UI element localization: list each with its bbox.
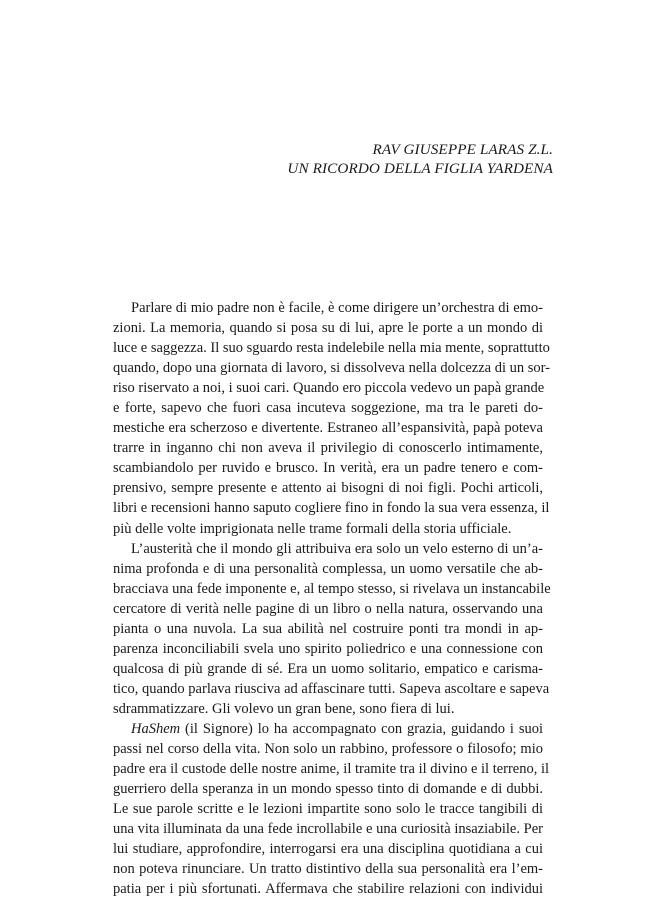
text-line: lui studiare, approfondire, interrogarsi era una disciplina quotidiana a cui <box>113 841 543 858</box>
text-line <box>113 719 543 739</box>
text-line: trarre in inganno chi non aveva il privilegio di conoscerlo intimamente, <box>113 440 543 457</box>
heading-subtitle: UN RICORDO DELLA FIGLIA YARDENA <box>287 160 553 177</box>
text-line: guerriero della speranza in un mondo spesso tinto di domande e di dubbi. <box>113 781 543 798</box>
text-line: qualcosa di più grande di sé. Era un uomo solitario, empatico e carisma- <box>113 660 543 677</box>
text-fragment: (il Signore) lo ha accompagnato con grazia, guidando i suoi <box>180 720 543 737</box>
text-line: non poteva rinunciare. Un tratto distintivo della sua personalità era l’em- <box>113 861 543 878</box>
text-line: zioni. La memoria, quando si posa su di lui, apre le porte a un mondo di <box>113 320 543 337</box>
heading-title: RAV GIUSEPPE LARAS Z.L. <box>372 141 553 158</box>
text-line: Parlare di mio padre non è facile, è come dirigere un’orchestra di emo- <box>131 300 543 316</box>
text-line: più delle volte imprigionata nelle trame formali della storia ufficiale. <box>113 520 512 537</box>
italic-term: HaShem <box>131 720 181 737</box>
text-line: cercatore di verità nelle pagine di un libro o nella natura, osservando una <box>113 600 543 617</box>
text-line: patia per i più sfortunati. Affermava che stabilire relazioni con individui <box>113 881 543 898</box>
text-line: libri e recensioni hanno saputo cogliere fino in fondo la sua vera essenza, il <box>113 500 550 517</box>
text-line: pianta o una nuvola. La sua abilità nel costruire ponti tra mondi in ap- <box>113 620 543 637</box>
text-line: sdrammatizzare. Gli volevo un gran bene, sono fiera di lui. <box>113 700 455 717</box>
text-line: riso riservato a noi, i suoi cari. Quando ero piccola vedevo un papà grande <box>113 380 545 397</box>
body-text <box>113 298 551 899</box>
text-line: parenza inconciliabili svela uno spirito poliedrico e una connessione con <box>113 640 543 657</box>
text-line: padre era il custode delle nostre anime, il tramite tra il divino e il terreno, il <box>113 761 550 778</box>
text-line: scambiandolo per ruvido e brusco. In verità, era un padre tenero e com- <box>113 460 543 477</box>
text-line: Le sue parole scritte e le lezioni impartite sono solo le tracce tangibili di <box>113 801 543 818</box>
text-line: bracciava una fede imponente e, al tempo stesso, si rivelava un instancabile <box>113 580 551 597</box>
text-line: e forte, sapevo che fuori casa incuteva soggezione, ma tra le pareti do- <box>113 400 543 417</box>
text-line: tico, quando parlava riusciva ad affascinare tutti. Sapeva ascoltare e sapeva <box>113 680 550 697</box>
text-line: mestiche era scherzoso e divertente. Estraneo all’espansività, papà poteva <box>113 420 543 437</box>
text-line: una vita illuminata da una fede incrollabile e una curiosità insaziabile. Per <box>113 821 543 838</box>
text-line: quando, dopo una giornata di lavoro, si dissolveva nella dolcezza di un sor- <box>113 360 551 377</box>
text-line: L’austerità che il mondo gli attribuiva era solo un velo esterno di un’a- <box>131 540 543 557</box>
text-line: passi nel corso della vita. Non solo un rabbino, professore o filosofo; mio <box>113 741 543 758</box>
text-line: prensivo, sempre presente e attento ai bisogni di noi figli. Pochi articoli, <box>113 480 543 497</box>
text-line: luce e saggezza. Il suo sguardo resta indelebile nella mia mente, soprattutto <box>113 340 550 357</box>
chapter-heading <box>287 140 553 178</box>
text-line: nima profonda e di una personalità complessa, un uomo versatile che ab- <box>113 560 543 577</box>
